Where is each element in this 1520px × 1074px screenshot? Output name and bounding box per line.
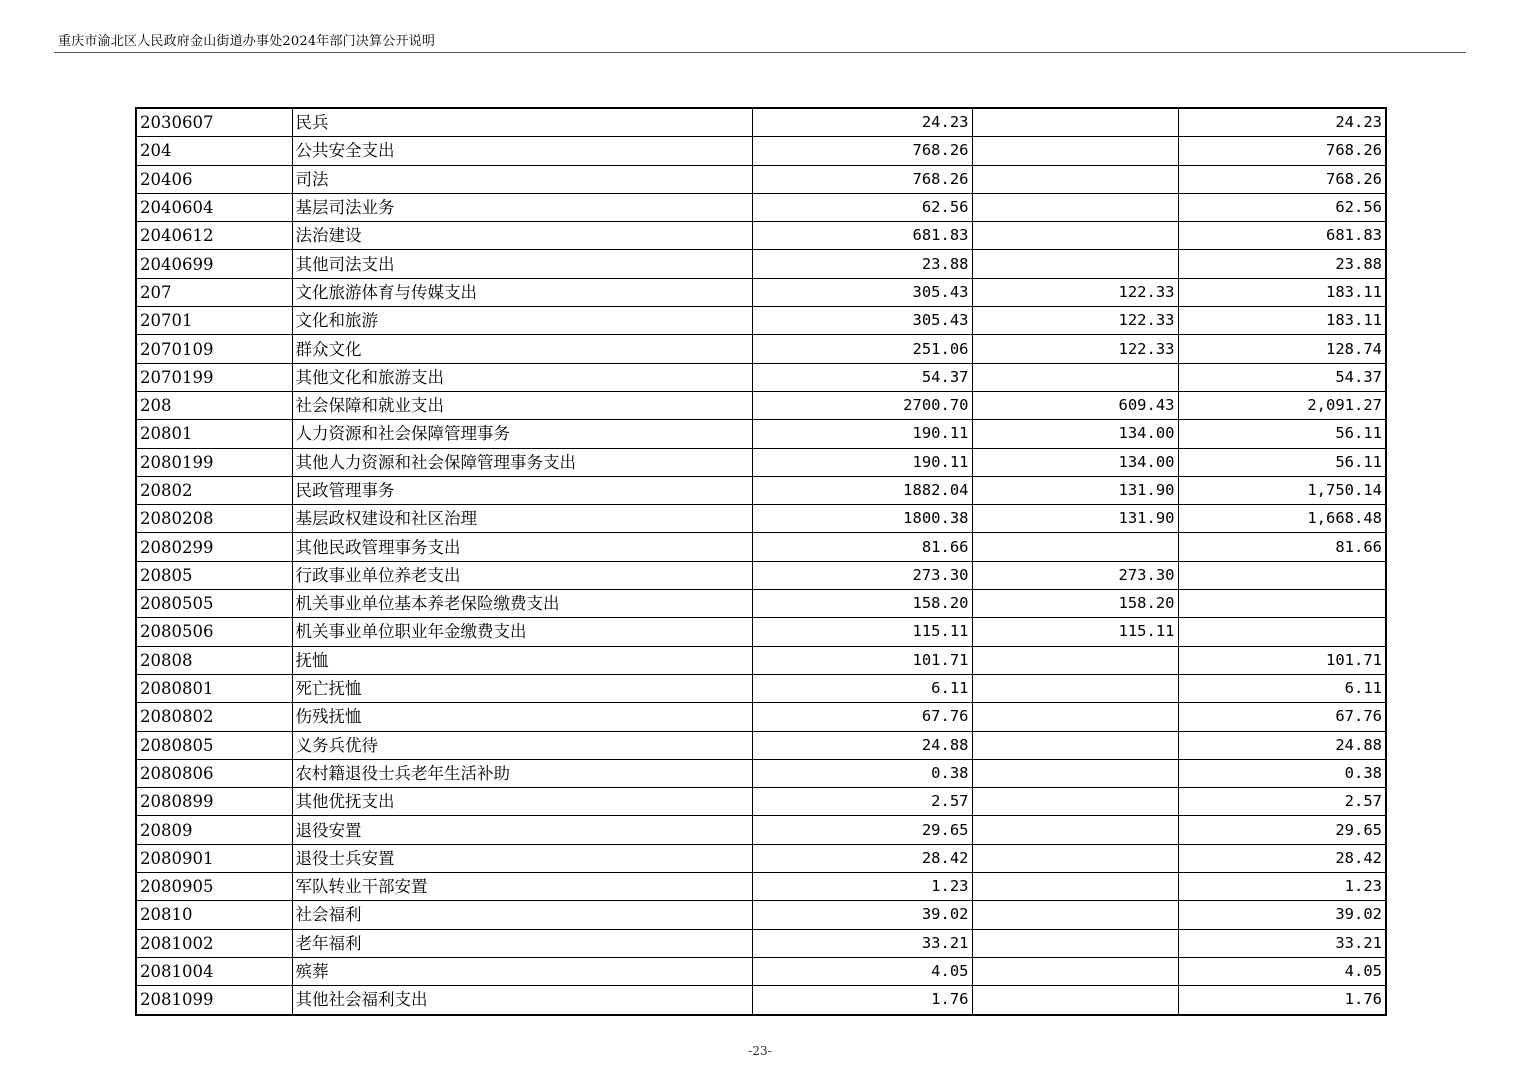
basic-expenditure-cell	[972, 250, 1178, 278]
table-row	[136, 448, 1386, 476]
basic-expenditure-cell: 122.33	[972, 307, 1178, 335]
document-header-title: 重庆市渝北区人民政府金山街道办事处2024年部门决算公开说明	[58, 34, 436, 49]
account-code-cell: 20809	[136, 816, 292, 844]
account-name-cell: 抚恤	[292, 646, 752, 674]
total-amount-cell: 190.11	[752, 420, 972, 448]
account-name-cell: 人力资源和社会保障管理事务	[292, 420, 752, 448]
project-expenditure-cell: 2.57	[1178, 788, 1386, 816]
account-code-cell: 2081099	[136, 986, 292, 1015]
total-amount-cell: 305.43	[752, 307, 972, 335]
basic-expenditure-cell: 122.33	[972, 278, 1178, 306]
account-code-cell: 2080505	[136, 590, 292, 618]
basic-expenditure-cell	[972, 533, 1178, 561]
table-row	[136, 335, 1386, 363]
project-expenditure-cell: 1,750.14	[1178, 476, 1386, 504]
account-code-cell: 2040699	[136, 250, 292, 278]
project-expenditure-cell: 56.11	[1178, 448, 1386, 476]
basic-expenditure-cell: 134.00	[972, 448, 1178, 476]
project-expenditure-cell: 67.76	[1178, 703, 1386, 731]
basic-expenditure-cell	[972, 363, 1178, 391]
account-name-cell: 基层司法业务	[292, 193, 752, 221]
account-code-cell: 204	[136, 137, 292, 165]
account-code-cell: 207	[136, 278, 292, 306]
project-expenditure-cell: 2,091.27	[1178, 391, 1386, 419]
table-row	[136, 646, 1386, 674]
account-code-cell: 2081004	[136, 957, 292, 985]
account-name-cell: 社会福利	[292, 901, 752, 929]
project-expenditure-cell: 54.37	[1178, 363, 1386, 391]
project-expenditure-cell: 768.26	[1178, 165, 1386, 193]
account-name-cell: 民政管理事务	[292, 476, 752, 504]
project-expenditure-cell: 128.74	[1178, 335, 1386, 363]
project-expenditure-cell: 1.23	[1178, 873, 1386, 901]
total-amount-cell: 115.11	[752, 618, 972, 646]
basic-expenditure-cell	[972, 929, 1178, 957]
account-name-cell: 死亡抚恤	[292, 674, 752, 702]
total-amount-cell: 29.65	[752, 816, 972, 844]
total-amount-cell: 81.66	[752, 533, 972, 561]
table-row	[136, 703, 1386, 731]
table-row	[136, 108, 1386, 137]
account-name-cell: 其他民政管理事务支出	[292, 533, 752, 561]
basic-expenditure-cell: 273.30	[972, 561, 1178, 589]
total-amount-cell: 2700.70	[752, 391, 972, 419]
account-code-cell: 20805	[136, 561, 292, 589]
project-expenditure-cell: 681.83	[1178, 222, 1386, 250]
account-code-cell: 2080805	[136, 731, 292, 759]
total-amount-cell: 54.37	[752, 363, 972, 391]
total-amount-cell: 1.76	[752, 986, 972, 1015]
project-expenditure-cell	[1178, 590, 1386, 618]
account-name-cell: 文化旅游体育与传媒支出	[292, 278, 752, 306]
total-amount-cell: 33.21	[752, 929, 972, 957]
total-amount-cell: 768.26	[752, 165, 972, 193]
project-expenditure-cell: 1,668.48	[1178, 505, 1386, 533]
project-expenditure-cell: 183.11	[1178, 278, 1386, 306]
header-divider	[54, 52, 1466, 53]
basic-expenditure-cell	[972, 703, 1178, 731]
expenditure-table	[135, 107, 1387, 1016]
account-name-cell: 军队转业干部安置	[292, 873, 752, 901]
account-code-cell: 20406	[136, 165, 292, 193]
table-row	[136, 476, 1386, 504]
project-expenditure-cell: 39.02	[1178, 901, 1386, 929]
table-row	[136, 505, 1386, 533]
total-amount-cell: 67.76	[752, 703, 972, 731]
account-code-cell: 208	[136, 391, 292, 419]
table-row	[136, 561, 1386, 589]
account-name-cell: 基层政权建设和社区治理	[292, 505, 752, 533]
account-name-cell: 其他司法支出	[292, 250, 752, 278]
account-code-cell: 2030607	[136, 108, 292, 137]
account-name-cell: 文化和旅游	[292, 307, 752, 335]
account-name-cell: 农村籍退役士兵老年生活补助	[292, 759, 752, 787]
account-code-cell: 2080506	[136, 618, 292, 646]
account-code-cell: 2070109	[136, 335, 292, 363]
total-amount-cell: 24.88	[752, 731, 972, 759]
total-amount-cell: 62.56	[752, 193, 972, 221]
table-row	[136, 759, 1386, 787]
table-row	[136, 788, 1386, 816]
account-code-cell: 2080801	[136, 674, 292, 702]
account-code-cell: 2070199	[136, 363, 292, 391]
project-expenditure-cell: 28.42	[1178, 844, 1386, 872]
table-row	[136, 307, 1386, 335]
project-expenditure-cell: 768.26	[1178, 137, 1386, 165]
project-expenditure-cell: 33.21	[1178, 929, 1386, 957]
account-name-cell: 法治建设	[292, 222, 752, 250]
basic-expenditure-cell	[972, 816, 1178, 844]
project-expenditure-cell: 24.88	[1178, 731, 1386, 759]
basic-expenditure-cell	[972, 193, 1178, 221]
account-code-cell: 2080901	[136, 844, 292, 872]
account-name-cell: 机关事业单位基本养老保险缴费支出	[292, 590, 752, 618]
project-expenditure-cell: 0.38	[1178, 759, 1386, 787]
account-code-cell: 2080899	[136, 788, 292, 816]
account-name-cell: 其他文化和旅游支出	[292, 363, 752, 391]
total-amount-cell: 4.05	[752, 957, 972, 985]
total-amount-cell: 158.20	[752, 590, 972, 618]
total-amount-cell: 1882.04	[752, 476, 972, 504]
table-row	[136, 363, 1386, 391]
account-code-cell: 20802	[136, 476, 292, 504]
project-expenditure-cell	[1178, 618, 1386, 646]
project-expenditure-cell: 101.71	[1178, 646, 1386, 674]
basic-expenditure-cell: 131.90	[972, 505, 1178, 533]
table-row	[136, 250, 1386, 278]
basic-expenditure-cell	[972, 674, 1178, 702]
account-code-cell: 2080905	[136, 873, 292, 901]
project-expenditure-cell: 1.76	[1178, 986, 1386, 1015]
table-row	[136, 618, 1386, 646]
account-name-cell: 其他优抚支出	[292, 788, 752, 816]
account-code-cell: 2080299	[136, 533, 292, 561]
project-expenditure-cell: 56.11	[1178, 420, 1386, 448]
account-code-cell: 20801	[136, 420, 292, 448]
basic-expenditure-cell	[972, 108, 1178, 137]
account-code-cell: 2080802	[136, 703, 292, 731]
total-amount-cell: 273.30	[752, 561, 972, 589]
account-name-cell: 伤残抚恤	[292, 703, 752, 731]
total-amount-cell: 28.42	[752, 844, 972, 872]
table-row	[136, 674, 1386, 702]
project-expenditure-cell: 23.88	[1178, 250, 1386, 278]
account-code-cell: 20701	[136, 307, 292, 335]
table-row	[136, 222, 1386, 250]
total-amount-cell: 2.57	[752, 788, 972, 816]
total-amount-cell: 681.83	[752, 222, 972, 250]
total-amount-cell: 305.43	[752, 278, 972, 306]
account-code-cell: 2081002	[136, 929, 292, 957]
table-row	[136, 165, 1386, 193]
table-row	[136, 816, 1386, 844]
basic-expenditure-cell: 115.11	[972, 618, 1178, 646]
total-amount-cell: 23.88	[752, 250, 972, 278]
basic-expenditure-cell: 131.90	[972, 476, 1178, 504]
account-name-cell: 民兵	[292, 108, 752, 137]
account-name-cell: 其他社会福利支出	[292, 986, 752, 1015]
project-expenditure-cell: 4.05	[1178, 957, 1386, 985]
table-row	[136, 873, 1386, 901]
table-row	[136, 278, 1386, 306]
account-name-cell: 公共安全支出	[292, 137, 752, 165]
account-code-cell: 2040612	[136, 222, 292, 250]
table-row	[136, 137, 1386, 165]
basic-expenditure-cell: 122.33	[972, 335, 1178, 363]
basic-expenditure-cell: 158.20	[972, 590, 1178, 618]
account-name-cell: 社会保障和就业支出	[292, 391, 752, 419]
account-name-cell: 义务兵优待	[292, 731, 752, 759]
account-name-cell: 机关事业单位职业年金缴费支出	[292, 618, 752, 646]
total-amount-cell: 101.71	[752, 646, 972, 674]
project-expenditure-cell: 62.56	[1178, 193, 1386, 221]
total-amount-cell: 190.11	[752, 448, 972, 476]
total-amount-cell: 0.38	[752, 759, 972, 787]
project-expenditure-cell: 6.11	[1178, 674, 1386, 702]
basic-expenditure-cell	[972, 788, 1178, 816]
total-amount-cell: 24.23	[752, 108, 972, 137]
account-name-cell: 其他人力资源和社会保障管理事务支出	[292, 448, 752, 476]
account-code-cell: 2040604	[136, 193, 292, 221]
account-name-cell: 殡葬	[292, 957, 752, 985]
table-row	[136, 844, 1386, 872]
total-amount-cell: 251.06	[752, 335, 972, 363]
account-name-cell: 退役安置	[292, 816, 752, 844]
total-amount-cell: 768.26	[752, 137, 972, 165]
account-name-cell: 司法	[292, 165, 752, 193]
project-expenditure-cell: 183.11	[1178, 307, 1386, 335]
total-amount-cell: 1800.38	[752, 505, 972, 533]
basic-expenditure-cell: 609.43	[972, 391, 1178, 419]
basic-expenditure-cell: 134.00	[972, 420, 1178, 448]
account-name-cell: 老年福利	[292, 929, 752, 957]
basic-expenditure-cell	[972, 137, 1178, 165]
page-number: -23-	[748, 1044, 772, 1058]
account-code-cell: 2080208	[136, 505, 292, 533]
table-row	[136, 391, 1386, 419]
project-expenditure-cell	[1178, 561, 1386, 589]
table-row	[136, 957, 1386, 985]
project-expenditure-cell: 29.65	[1178, 816, 1386, 844]
account-code-cell: 20808	[136, 646, 292, 674]
basic-expenditure-cell	[972, 873, 1178, 901]
total-amount-cell: 1.23	[752, 873, 972, 901]
basic-expenditure-cell	[972, 165, 1178, 193]
basic-expenditure-cell	[972, 901, 1178, 929]
table-row	[136, 929, 1386, 957]
account-name-cell: 退役士兵安置	[292, 844, 752, 872]
table-row	[136, 533, 1386, 561]
table-row	[136, 986, 1386, 1015]
table-row	[136, 590, 1386, 618]
basic-expenditure-cell	[972, 731, 1178, 759]
basic-expenditure-cell	[972, 986, 1178, 1015]
project-expenditure-cell: 24.23	[1178, 108, 1386, 137]
table-row	[136, 420, 1386, 448]
table-row	[136, 901, 1386, 929]
table-row	[136, 193, 1386, 221]
total-amount-cell: 39.02	[752, 901, 972, 929]
account-code-cell: 2080199	[136, 448, 292, 476]
account-code-cell: 20810	[136, 901, 292, 929]
basic-expenditure-cell	[972, 844, 1178, 872]
account-name-cell: 行政事业单位养老支出	[292, 561, 752, 589]
total-amount-cell: 6.11	[752, 674, 972, 702]
expenditure-table-body	[136, 108, 1386, 1015]
basic-expenditure-cell	[972, 759, 1178, 787]
account-name-cell: 群众文化	[292, 335, 752, 363]
project-expenditure-cell: 81.66	[1178, 533, 1386, 561]
table-row	[136, 731, 1386, 759]
basic-expenditure-cell	[972, 646, 1178, 674]
account-code-cell: 2080806	[136, 759, 292, 787]
basic-expenditure-cell	[972, 957, 1178, 985]
basic-expenditure-cell	[972, 222, 1178, 250]
